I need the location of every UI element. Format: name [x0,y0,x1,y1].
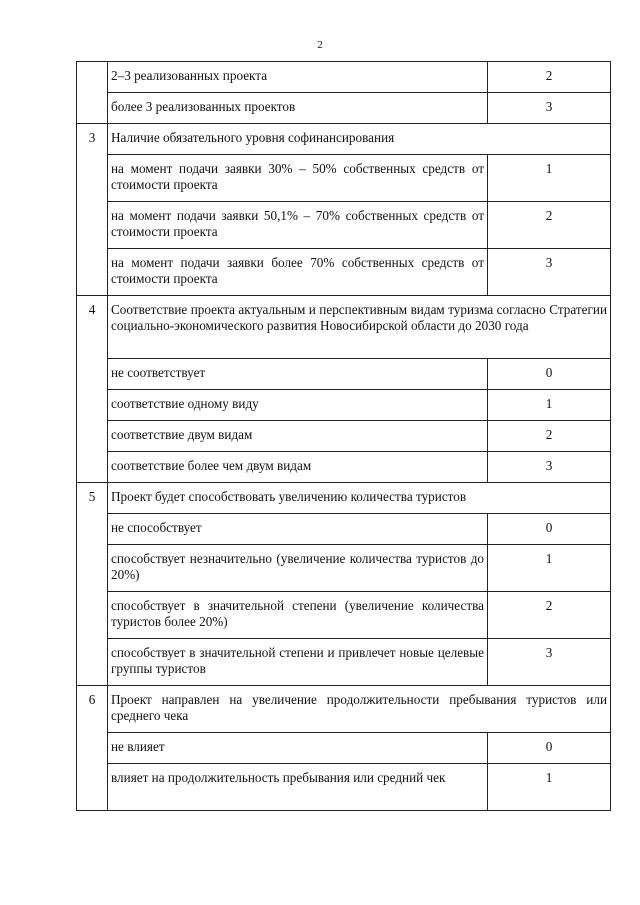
criterion-number: 3 [77,124,108,296]
option-text: соответствие двум видам [108,421,488,452]
option-row [77,202,611,249]
criteria-table [76,61,611,811]
option-text: 2–3 реализованных проекта [108,62,488,93]
option-text: на момент подачи заявки более 70% собственных средств от стоимости проекта [108,249,488,296]
criterion-row [77,296,611,359]
criterion-row [77,483,611,514]
page-number: 2 [317,39,323,51]
option-score: 3 [488,452,611,483]
criterion-title: Наличие обязательного уровня софинансирования [108,124,611,155]
criterion-row [77,124,611,155]
option-row [77,421,611,452]
option-row [77,93,611,124]
option-row [77,249,611,296]
option-text: способствует в значительной степени и привлечет новые целевые группы туристов [108,639,488,686]
option-row [77,359,611,390]
option-score: 3 [488,93,611,124]
option-score: 3 [488,249,611,296]
option-row [77,62,611,93]
option-text: способствует незначительно (увеличение количества туристов до 20%) [108,545,488,592]
option-score: 2 [488,421,611,452]
option-text: более 3 реализованных проектов [108,93,488,124]
option-text: способствует в значительной степени (увеличение количества туристов более 20%) [108,592,488,639]
option-text: соответствие более чем двум видам [108,452,488,483]
option-score: 1 [488,390,611,421]
criterion-number: 6 [77,686,108,811]
option-row [77,592,611,639]
criterion-title: Соответствие проекта актуальным и перспективным видам туризма согласно Стратегии социально-экономического развития Новосибирской области до 2030 года [108,296,611,359]
option-text: не влияет [108,733,488,764]
criterion-number: 5 [77,483,108,686]
option-text: не соответствует [108,359,488,390]
option-score: 1 [488,545,611,592]
option-row [77,764,611,811]
option-text: на момент подачи заявки 30% – 50% собственных средств от стоимости проекта [108,155,488,202]
option-row [77,155,611,202]
option-score: 0 [488,733,611,764]
option-row [77,514,611,545]
option-row [77,639,611,686]
criterion-row [77,686,611,733]
criterion-title: Проект направлен на увеличение продолжительности пребывания туристов или среднего чека [108,686,611,733]
option-text: соответствие одному виду [108,390,488,421]
option-text: не способствует [108,514,488,545]
option-score: 2 [488,202,611,249]
option-score: 2 [488,62,611,93]
criterion-number-cell [77,62,108,124]
option-score: 1 [488,155,611,202]
option-score: 2 [488,592,611,639]
option-row [77,452,611,483]
criterion-title: Проект будет способствовать увеличению количества туристов [108,483,611,514]
option-score: 0 [488,514,611,545]
option-row [77,733,611,764]
option-score: 0 [488,359,611,390]
option-score: 3 [488,639,611,686]
criterion-number: 4 [77,296,108,483]
option-score: 1 [488,764,611,811]
option-row [77,390,611,421]
option-text: влияет на продолжительность пребывания или средний чек [108,764,488,811]
option-text: на момент подачи заявки 50,1% – 70% собственных средств от стоимости проекта [108,202,488,249]
option-row [77,545,611,592]
